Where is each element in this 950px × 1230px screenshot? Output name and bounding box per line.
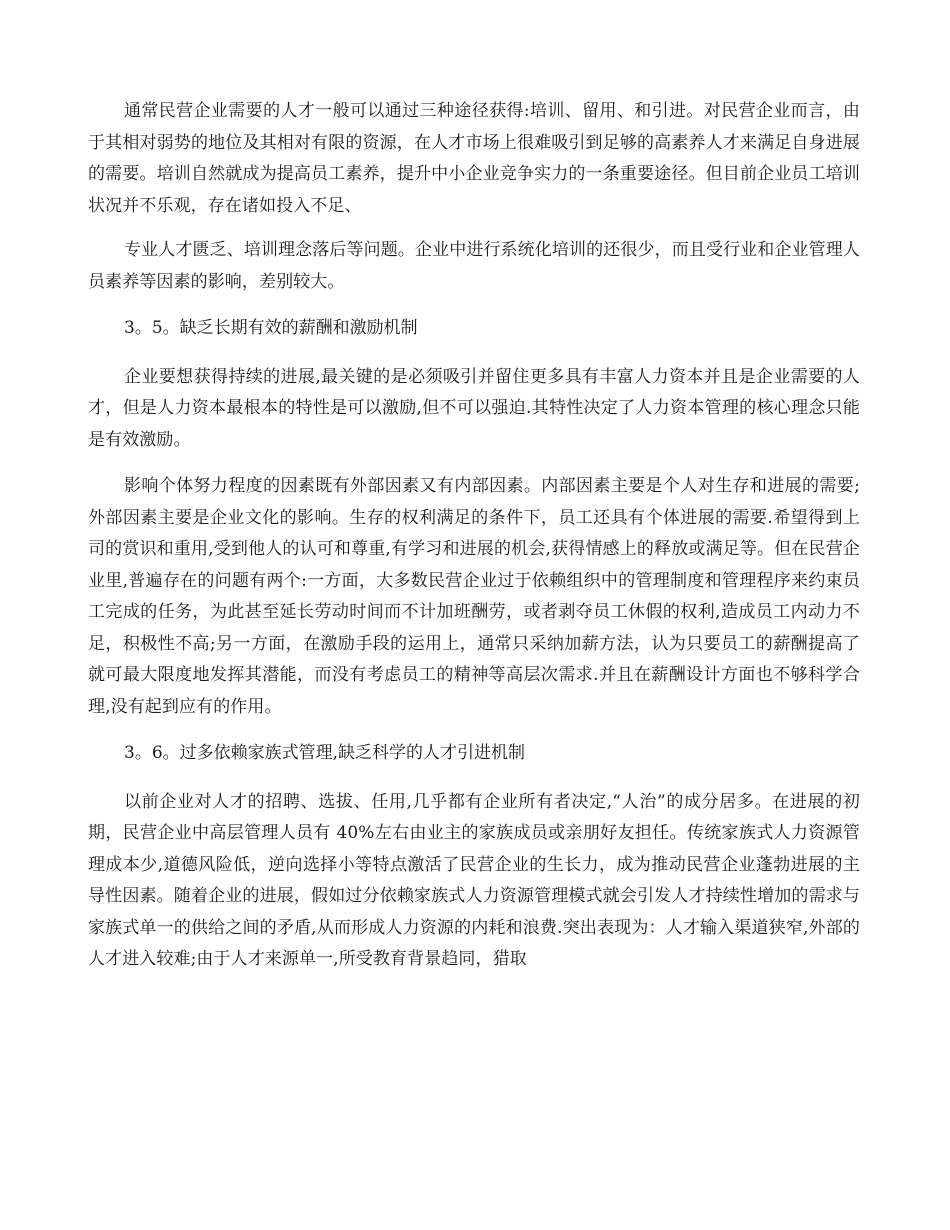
section-heading-3-5: 3。5。缺乏长期有效的薪酬和激励机制 (124, 318, 418, 338)
paragraph-family-management: 以前企业对人才的招聘、选拔、任用,几乎都有企业所有者决定,“人治”的成分居多。在进展的初期，民营企业中高层管理人员有 40%左右由业主的家族成员或亲朋好友担任。传统家族式人力资源管理成本少,道德风险低，逆向选择小等特点激活了民营企业的生长力，成为推动民营企业蓬勃进展的主导性因素。随着企业的进展，假如过分依赖家族式人力资源管理模式就会引发人才持续性增加的需求与家族式单一的供给之间的矛盾,从而形成人力资源的内耗和浪费.突出表现为：人才输入渠道狭窄,外部的人才进入较难;由于人才来源单一,所受教育背景趋同，猎取 (88, 791, 860, 969)
paragraph-training-continued: 专业人才匮乏、培训理念落后等问题。企业中进行系统化培训的还很少，而且受行业和企业管理人员素养等因素的影响，差别较大。 (88, 240, 860, 292)
paragraph-incentive-factors: 影响个体努力程度的因素既有外部因素又有内部因素。内部因素主要是个人对生存和进展的需要;外部因素主要是企业文化的影响。生存的权利满足的条件下，员工还具有个体进展的需要.希望得到上司的赏识和重用,受到他人的认可和尊重,有学习和进展的机会,获得情感上的释放或满足等。但在民营企业里,普遍存在的问题有两个:一方面，大多数民营企业过于依赖组织中的管理制度和管理程序来约束员工完成的任务，为此甚至延长劳动时间而不计加班酬劳，或者剥夺员工休假的权利,造成员工内动力不足，积极性不高;另一方面，在激励手段的运用上，通常只采纳加薪方法，认为只要员工的薪酬提高了就可最大限度地发挥其潜能，而没有考虑员工的精神等高层次需求.并且在薪酬设计方面也不够科学合理,没有起到应有的作用。 (88, 476, 860, 717)
document-body (88, 96, 860, 976)
paragraph-incentive-intro: 企业要想获得持续的进展,最关键的是必须吸引并留住更多具有丰富人力资本并且是企业需要的人才，但是人力资本最根本的特性是可以激励,但不可以强迫.其特性决定了人力资本管理的核心理念只能是有效激励。 (88, 366, 860, 450)
section-heading-3-6: 3。6。过多依赖家族式管理,缺乏科学的人才引进机制 (124, 743, 526, 763)
paragraph-training: 通常民营企业需要的人才一般可以通过三种途径获得:培训、留用、和引进。对民营企业而言，由于其相对弱势的地位及其相对有限的资源，在人才市场上很难吸引到足够的高素养人才来满足自身进展的需要。培训自然就成为提高员工素养，提升中小企业竞争实力的一条重要途径。但目前企业员工培训状况并不乐观，存在诸如投入不足、 (88, 101, 860, 216)
